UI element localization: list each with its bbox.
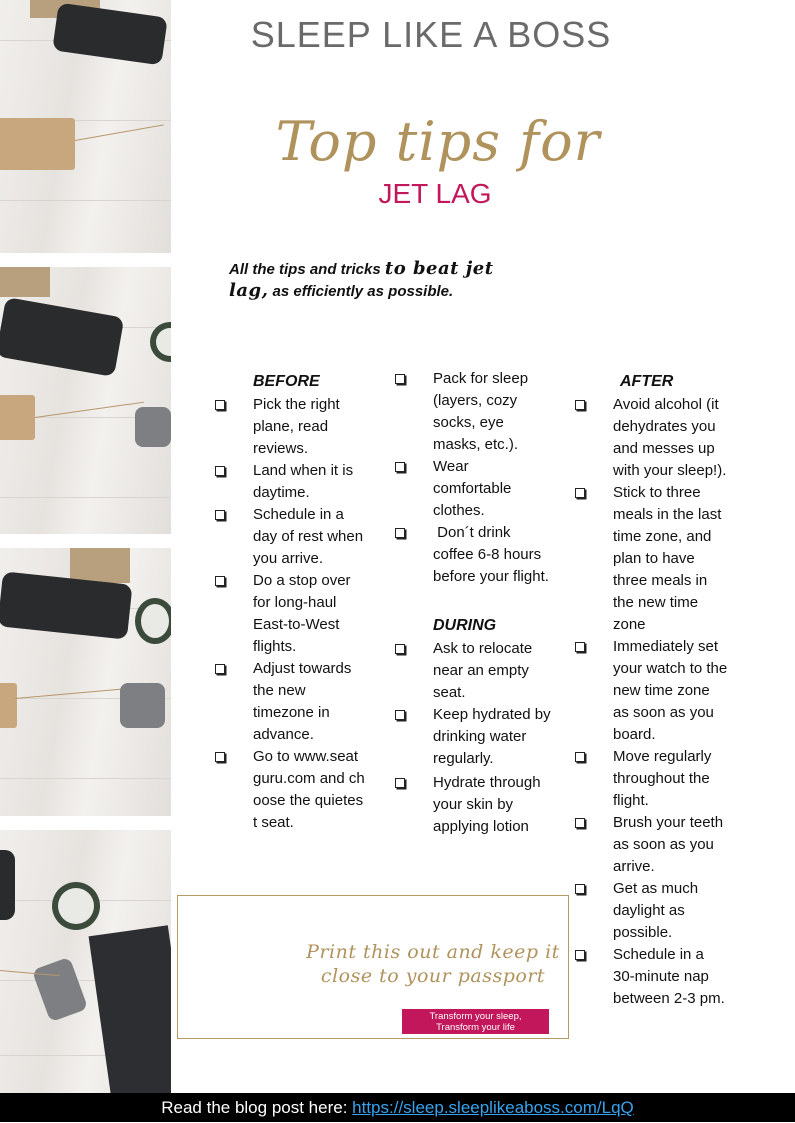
during-heading: DURING bbox=[433, 617, 497, 634]
list-item: Ask to relocate near an empty seat. bbox=[433, 638, 551, 704]
after-column bbox=[613, 370, 729, 1010]
before-list bbox=[253, 394, 365, 834]
photo-desk-4 bbox=[0, 830, 171, 1093]
brand-title: SLEEP LIKE A BOSS bbox=[250, 14, 612, 55]
checkbox-icon bbox=[215, 466, 225, 476]
footer-bar bbox=[0, 1093, 795, 1122]
after-list bbox=[613, 394, 729, 1010]
list-item: Immediately set your watch to the new time zone as soon as you board. bbox=[613, 636, 729, 746]
before-cont-list bbox=[433, 368, 551, 588]
list-item: Pack for sleep (layers, cozy socks, eye masks, etc.). bbox=[433, 368, 551, 456]
list-item: Pick the right plane, read reviews. bbox=[253, 394, 365, 460]
script-title: Top tips for bbox=[275, 110, 601, 173]
intro-prefix: All the tips and tricks bbox=[229, 261, 381, 278]
checkbox-icon bbox=[575, 488, 585, 498]
list-item: Go to www.seatguru.com and choose the quietest seat. bbox=[253, 746, 365, 834]
photo-desk-top bbox=[0, 0, 171, 253]
before-column bbox=[253, 370, 365, 834]
footer-text: Read the blog post here: bbox=[161, 1098, 348, 1117]
checkbox-icon bbox=[575, 818, 585, 828]
intro-text bbox=[229, 258, 529, 302]
list-item: Brush your teeth as soon as you arrive. bbox=[613, 812, 729, 878]
list-item: Avoid alcohol (it dehydrates you and messes up with your sleep!). bbox=[613, 394, 729, 482]
checkbox-icon bbox=[395, 528, 405, 538]
checkbox-icon bbox=[395, 778, 405, 788]
badge-line-1: Transform your sleep, bbox=[429, 1011, 522, 1022]
list-item: Don´t drink coffee 6-8 hours before your flight. bbox=[433, 522, 551, 588]
checkbox-icon bbox=[215, 576, 225, 586]
badge-line-2: Transform your life bbox=[436, 1022, 515, 1033]
after-heading: AFTER bbox=[620, 373, 674, 390]
photo-desk-3 bbox=[0, 548, 171, 816]
list-item: Hydrate through your skin by applying lotion bbox=[433, 772, 551, 838]
checkbox-icon bbox=[395, 710, 405, 720]
intro-suffix: as efficiently as possible. bbox=[272, 283, 454, 300]
list-item: Schedule in a 30-minute nap between 2-3 pm. bbox=[613, 944, 729, 1010]
checkbox-icon bbox=[215, 664, 225, 674]
blog-post-link[interactable]: https://sleep.sleeplikeaboss.com/LqQ bbox=[352, 1098, 634, 1117]
checkbox-icon bbox=[575, 884, 585, 894]
page-title: JET LAG bbox=[378, 178, 492, 209]
during-column bbox=[433, 368, 551, 838]
checkbox-icon bbox=[575, 642, 585, 652]
list-item: Wear comfortable clothes. bbox=[433, 456, 551, 522]
list-item: Move regularly throughout the flight. bbox=[613, 746, 729, 812]
list-item: Stick to three meals in the last time zone, and plan to have three meals in the new time zone bbox=[613, 482, 729, 636]
list-item: Adjust towards the new timezone in advance. bbox=[253, 658, 365, 746]
list-item: Land when it is daytime. bbox=[253, 460, 365, 504]
intro-highlight: to beat jet lag, bbox=[229, 258, 494, 301]
during-list bbox=[433, 638, 551, 838]
print-note: Print this out and keep it close to your passport bbox=[306, 941, 560, 987]
photo-desk-2 bbox=[0, 267, 171, 534]
checkbox-icon bbox=[215, 400, 225, 410]
list-item: Keep hydrated by drinking water regularly. bbox=[433, 704, 551, 770]
checkbox-icon bbox=[395, 462, 405, 472]
list-item: Get as much daylight as possible. bbox=[613, 878, 729, 944]
list-item: Schedule in a day of rest when you arrive. bbox=[253, 504, 365, 570]
checkbox-icon bbox=[575, 752, 585, 762]
before-heading: BEFORE bbox=[253, 373, 320, 390]
checkbox-icon bbox=[215, 510, 225, 520]
tagline-badge bbox=[402, 1009, 549, 1034]
checkbox-icon bbox=[395, 374, 405, 384]
checkbox-icon bbox=[395, 644, 405, 654]
checkbox-icon bbox=[215, 752, 225, 762]
list-item: Do a stop over for long-haul East-to-West flights. bbox=[253, 570, 365, 658]
checkbox-icon bbox=[575, 400, 585, 410]
